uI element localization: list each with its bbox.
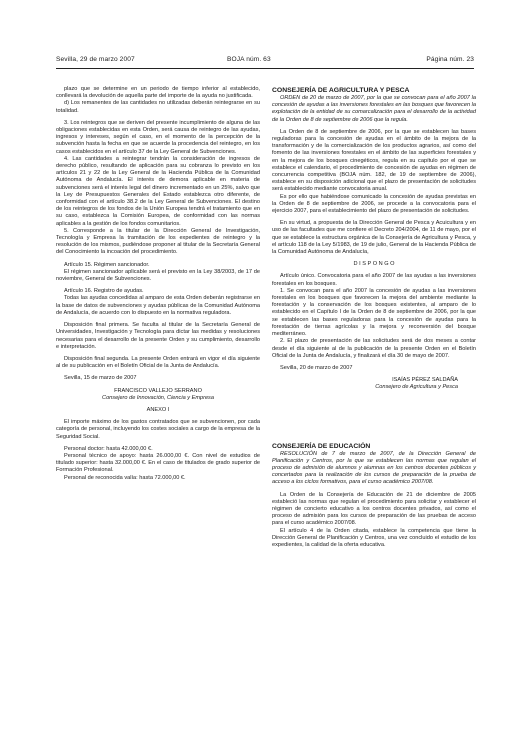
header-date: Sevilla, 29 de marzo 2007 xyxy=(56,56,135,63)
list-item: Personal doctor: hasta 42.000,00 €. xyxy=(64,445,153,452)
paragraph: Artículo único. Convocatoria para el año 2007 de las ayudas a las inversiones forestales en los bosques. xyxy=(272,273,476,287)
page-header xyxy=(56,56,474,66)
paragraph: El importe máximo de los gastos contratados que se subvencionen, por cada categoría de personal, incluyendo los costes sociales a cargo de la empresa de la Seguridad Social. xyxy=(56,419,260,440)
centered-line: D I S P O N G O xyxy=(353,261,395,268)
left-column xyxy=(56,86,260,482)
paragraph: 4. Las cantidades a reintegrar tendrán la consideración de ingresos de derecho público, resultando de aplicación para su cobranza lo previsto en los artículos 21 y 22 de la Ley General de la Hacienda Pública de la Comunidad Autónoma de Andalucía. El interés de demora aplicable en materia de subvenciones será el interés legal del dinero incrementado en un 25%, salvo que la Ley de Presupuestos Generales del Estado establezca otro diferente, de conformidad con el artículo 38.2 de la Ley General de Subvenciones. El destino de los reintegros de los fondos de la Unión Europea tendrá el tratamiento que en su caso, establezca la Comisión Europea, de conformidad con las normas aplicables a la gestión de los fondos comunitarios. xyxy=(56,155,260,227)
paragraph: 5. Corresponde a la titular de la Dirección General de Investigación, Tecnología y Empresa la tramitación de los expedientes de reintegro y la resolución de los mismos, pudiéndose proponer al titular de la Secretaría General del Conocimiento la incoación del procedimiento. xyxy=(56,227,260,256)
paragraph: Artículo 16. Registro de ayudas. xyxy=(64,288,144,295)
paragraph: Artículo 15. Régimen sancionador. xyxy=(64,261,150,268)
header-page-number: Página núm. 23 xyxy=(426,56,474,63)
centered-line: ANEXO I xyxy=(146,406,170,413)
paragraph: plazo que se determine en un periodo de tiempo inferior al establecido, conllevará la devolución de aquella parte del importe de la ayuda no justificada. xyxy=(56,86,260,100)
paragraph: Disposición final primera. Se faculta al titular de la Secretaría General de Universidades, Investigación y Tecnología para dictar las medidas y resoluciones necesarias para el desarrollo de la presente Orden y su cumplimiento, desarrollo e interpretación. xyxy=(56,322,260,350)
paragraph: Sevilla, 15 de marzo de 2007 xyxy=(64,375,137,382)
centered-line: FRANCISCO VALLEJO SERRANO xyxy=(114,387,202,394)
paragraph: d) Los remanentes de las cantidades no utilizadas deberán reintegrarse en su totalidad. xyxy=(56,100,260,114)
list-item: Personal técnico de apoyo: hasta 26.000,00 €. Con nivel de estudios de titulado superior: hasta 32.000,00 €. En el caso de titulados de grado superior de Formación Profesional. xyxy=(56,452,260,474)
paragraph: La Orden de la Consejería de Educación de 21 de diciembre de 2005 estableció las normas que regulan el procedimiento para solicitar y establecer el régimen de concierto educativo a los centros docentes privados, así como el proceso de admisión para los cursos de preparación de las pruebas de acceso para el curso académico 2007/08. xyxy=(272,491,476,527)
section-heading: CONSEJERÍA DE EDUCACIÓN xyxy=(272,442,371,450)
list-item: Personal de reconocida valía: hasta 72.000,00 €. xyxy=(64,474,186,481)
paragraph: Todas las ayudas concedidas al amparo de esta Orden deberán registrarse en la base de datos de subvenciones y ayudas públicas de la Comunidad Autónoma de Andalucía, de acuerdo con lo dispuesto en la normativa reguladora. xyxy=(56,295,260,316)
signature-line: Consejero de Agricultura y Pesca xyxy=(375,384,458,391)
header-rule xyxy=(56,68,474,69)
paragraph: En su virtud, a propuesta de la Dirección General de Pesca y Acuicultura y en uso de las facultades que me confiere el Decreto 204/2004, de 11 de mayo, por el que se establece la estructura orgánica de la Consejería de Agricultura y Pesca, y el artículo 118 de la Ley 5/1983, de 19 de julio, General de la Hacienda Pública de la Comunidad Autónoma de Andalucía, xyxy=(272,220,476,256)
centered-line: Consejero de Innovación, Ciencia y Empresa xyxy=(102,394,214,401)
section-heading: CONSEJERÍA DE AGRICULTURA Y PESCA xyxy=(272,87,410,94)
right-column xyxy=(272,86,476,549)
header-bulletin: BOJA núm. 63 xyxy=(227,56,271,63)
paragraph: ORDEN de 20 de marzo de 2007, por la que se convocan para el año 2007 la concesión de ayudas a las inversiones forestales en las bosques que favorecen la explotación de la entidad de su comarcalización para el desarrollo de la actividad de la Orden de 8 de septiembre de 2006 que la regula. xyxy=(272,95,476,123)
paragraph: El régimen sancionador aplicable será el previsto en la Ley 38/2003, de 17 de noviembre, General de Subvenciones. xyxy=(56,268,260,283)
paragraph: Sevilla, 20 de marzo de 2007 xyxy=(280,364,353,371)
paragraph: 3. Los reintegros que se deriven del presente incumplimiento de alguna de las obligaciones establecidas en esta Orden, será causa de reintegro de las ayudas, ingresos y intereses, según el caso, en el momento de la percepción de la subvención hasta la fecha en que se acuerde la procedencia del reintegro, en los casos establecidos en el artículo 37 de la Ley General de Subvenciones. xyxy=(56,119,260,155)
paragraph: La Orden de 8 de septiembre de 2006, por la que se establecen las bases reguladoras para la concesión de ayudas en el ámbito de la mejora de la transformación y de la comercialización de los productos agrarios, así como del fomento de las inversiones forestales en el ámbito de las superficies forestales y en la mejora de los bosques cinegéticos, regula en su capítulo por el que se establece el calendario, el procedimiento de concesión de ayudas en régimen de concurrencia competitiva (BOJA núm. 182, de 19 de septiembre de 2006), establece en su disposición adicional que el plazo de presentación de solicitudes será establecido mediante convocatoria anual. xyxy=(272,128,476,193)
signature-line: ISAÍAS PÉREZ SALDAÑA xyxy=(392,377,458,384)
paragraph: El artículo 4 de la Orden citada, establece la competencia que tiene la Dirección General de Planificación y Centros, una vez concluido el estudio de los expedientes, la calidad de la oferta educativa. xyxy=(272,527,476,548)
paragraph: Disposición final segunda. La presente Orden entrará en vigor el día siguiente al de su publicación en el Boletín Oficial de la Junta de Andalucía. xyxy=(56,355,260,370)
paragraph: RESOLUCIÓN de 7 de marzo de 2007, de la Dirección General de Planificación y Centros, por la que se establecen las normas que regulan el proceso de admisión de alumnos y alumnas en los centros docentes públicos y concertados para la realización de los cursos de preparación de la prueba de acceso a los ciclos formativos, para el curso académico 2007/08. xyxy=(272,450,476,486)
paragraph: 1. Se convocan para el año 2007 la concesión de ayudas a las inversiones forestales en los bosques que favorecen la mejora del ambiente mediante la forestación y la conservación de los bosques existentes, al amparo de lo establecido en el Capítulo I de la Orden de 8 de septiembre de 2006, por la que se establecen las bases reguladoras para la concesión de ayudas para la forestación de tierras agrícolas y la mejora y reconversión del bosque mediterráneo. xyxy=(272,287,476,338)
paragraph: 2. El plazo de presentación de las solicitudes será de dos meses a contar desde el día siguiente al de la publicación de la presente Orden en el Boletín Oficial de la Junta de Andalucía, y finalizará el día 30 de mayo de 2007. xyxy=(272,338,476,359)
paragraph: Es por ello que habiéndose comunicado la concesión de ayudas previstas en la Orden de 8 de septiembre de 2006, se procede a la convocatoria para el ejercicio 2007, para el establecimiento del plazo de presentación de solicitudes. xyxy=(272,193,476,215)
